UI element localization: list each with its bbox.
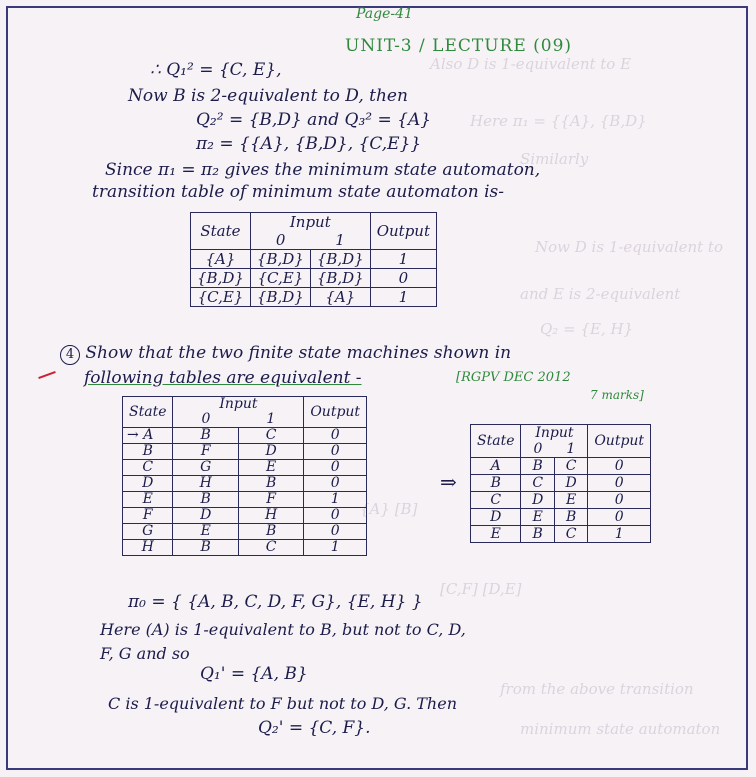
bleed-through-text: Q₂ = {E, H} xyxy=(540,320,634,338)
minimum-automaton-table xyxy=(190,212,437,307)
text-line: Here (A) is 1-equivalent to B, but not to C, D, xyxy=(100,620,466,639)
question-number: 4 xyxy=(60,345,80,365)
bleed-through-text: [C,F] [D,E] xyxy=(440,580,522,598)
table-row: G E B 0 xyxy=(123,524,367,540)
table-row: C G E 0 xyxy=(123,460,367,476)
text-line: Q₁' = {A, B} xyxy=(200,664,308,684)
marks-note: 7 marks] xyxy=(590,388,644,402)
sub-header-1: 1 xyxy=(238,412,303,428)
question-line: following tables are equivalent - xyxy=(84,368,362,388)
table-row: F D H 0 xyxy=(123,508,367,524)
start-arrow-icon: → xyxy=(127,427,139,443)
text-line: Q₂' = {C, F}. xyxy=(258,718,371,738)
exam-reference: [RGPV DEC 2012 xyxy=(456,370,571,385)
table-row: {A} {B,D} {B,D} 1 xyxy=(191,250,437,269)
sub-header-0: 0 xyxy=(521,441,554,458)
bleed-through-text: from the above transition xyxy=(500,680,694,698)
bleed-through-text: Also D is 1-equivalent to E xyxy=(430,55,632,73)
table-row: D H B 0 xyxy=(123,476,367,492)
text-line: transition table of minimum state automaton is- xyxy=(92,182,504,202)
sub-header-0: 0 xyxy=(250,231,310,250)
lecture-heading: UNIT-3 / LECTURE (09) xyxy=(345,36,573,56)
col-header-output: Output xyxy=(304,397,367,428)
col-header-output: Output xyxy=(370,213,436,250)
col-header-input: Input xyxy=(173,397,304,413)
col-header-input: Input xyxy=(250,213,370,232)
machine-1-table xyxy=(122,396,367,556)
table-row: E B F 1 xyxy=(123,492,367,508)
equivalence-arrow-icon: ⇒ xyxy=(440,470,457,494)
col-header-input: Input xyxy=(521,425,588,442)
page-number: Page-41 xyxy=(356,6,413,22)
table-row: C D E 0 xyxy=(471,492,651,509)
table-row: A B C 0 xyxy=(471,458,651,475)
text-line: Since π₁ = π₂ gives the minimum state automaton, xyxy=(105,160,541,180)
col-header-state: State xyxy=(191,213,251,250)
text-line: π₂ = {{A}, {B,D}, {C,E}} xyxy=(196,134,422,154)
table-row: {C,E} {B,D} {A} 1 xyxy=(191,288,437,307)
text-line: ∴ Q₁² = {C, E}, xyxy=(150,60,282,80)
bleed-through-text: Similarly xyxy=(520,150,589,168)
bleed-through-text: minimum state automaton xyxy=(520,720,721,738)
sub-header-0: 0 xyxy=(173,412,238,428)
bleed-through-text: {A} [B] xyxy=(360,500,418,518)
col-header-state: State xyxy=(123,397,173,428)
table-row: → A B C 0 xyxy=(123,428,367,444)
table-row: B C D 0 xyxy=(471,475,651,492)
bleed-through-text: Now D is 1-equivalent to xyxy=(535,238,723,256)
table-row: H B C 1 xyxy=(123,540,367,556)
table-row: E B C 1 xyxy=(471,526,651,543)
bleed-through-text: and E is 2-equivalent xyxy=(520,285,681,303)
text-line: C is 1-equivalent to F but not to D, G. Then xyxy=(108,694,458,713)
sub-header-1: 1 xyxy=(554,441,587,458)
table-row: B F D 0 xyxy=(123,444,367,460)
col-header-output: Output xyxy=(588,425,651,458)
text-line: Q₂² = {B,D} and Q₃² = {A} xyxy=(196,110,432,130)
sub-header-1: 1 xyxy=(310,231,370,250)
col-header-state: State xyxy=(471,425,521,458)
table-row: {B,D} {C,E} {B,D} 0 xyxy=(191,269,437,288)
machine-2-table xyxy=(470,424,651,543)
text-line: F, G and so xyxy=(100,644,190,663)
table-row: D E B 0 xyxy=(471,509,651,526)
text-line: Now B is 2-equivalent to D, then xyxy=(128,86,408,106)
text-line: π₀ = { {A, B, C, D, F, G}, {E, H} } xyxy=(128,592,423,612)
question-line: 4 Show that the two finite state machines shown in xyxy=(60,343,511,365)
bleed-through-text: Here π₁ = {{A}, {B,D} xyxy=(470,112,647,130)
